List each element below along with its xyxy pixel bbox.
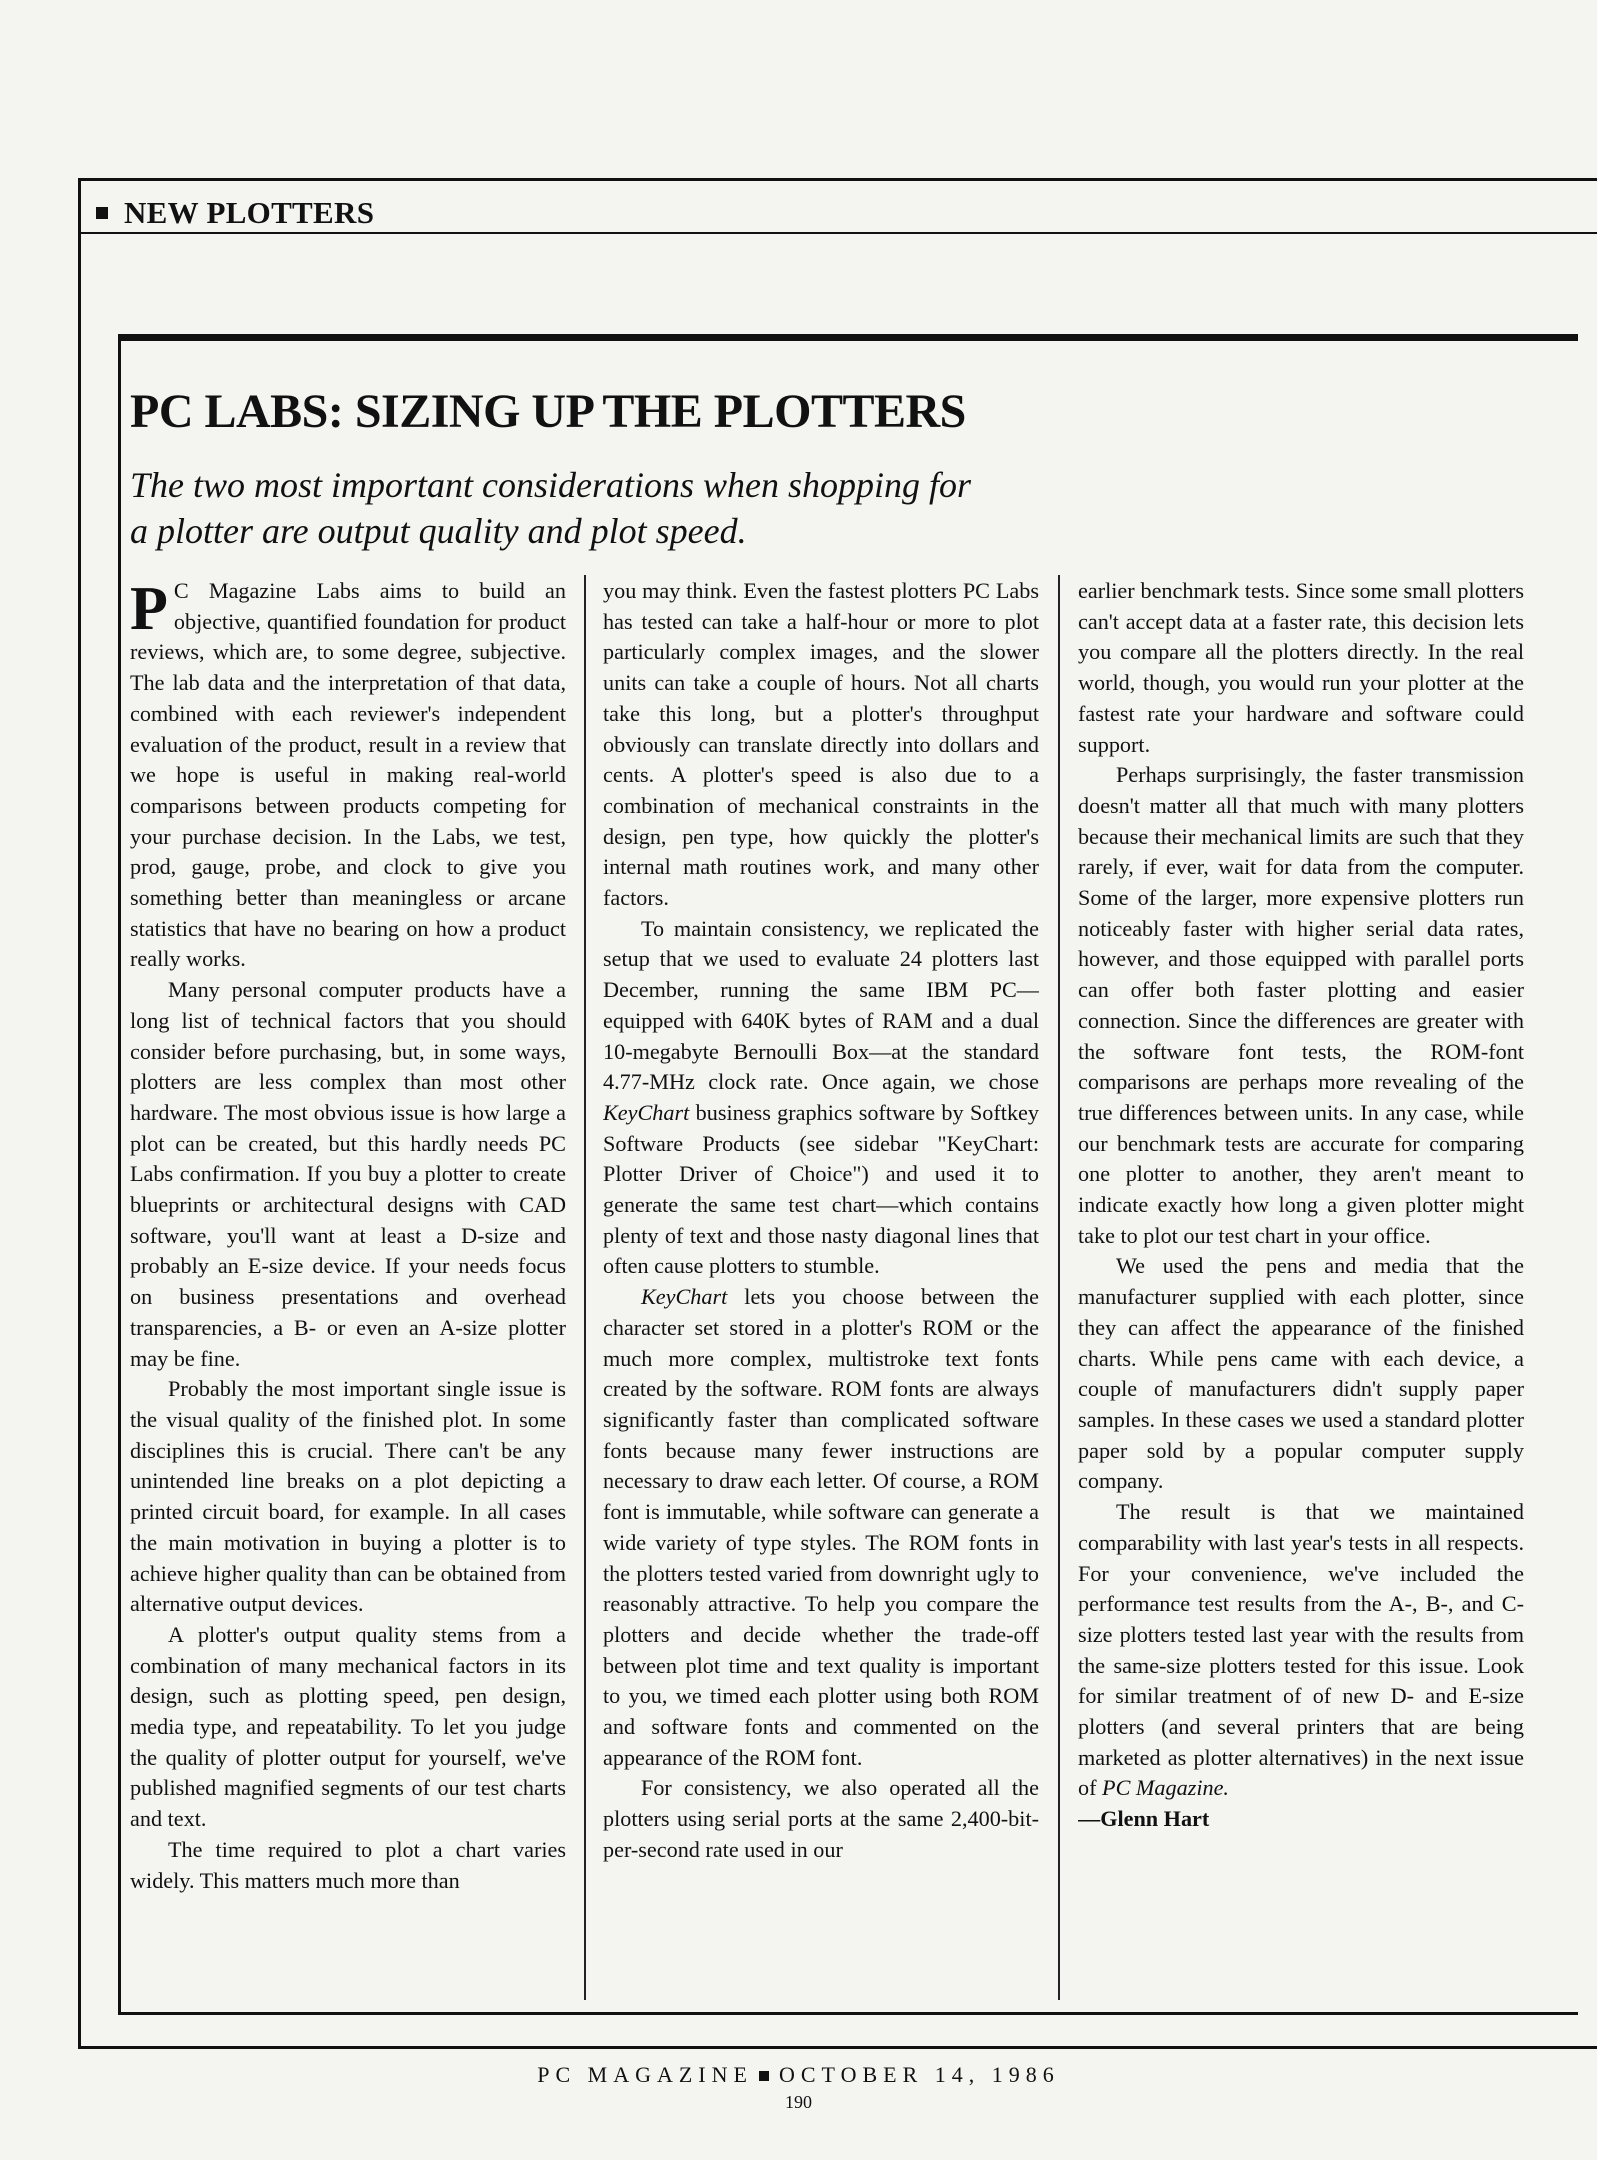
paragraph: P C Magazine Labs aims to build an objective, quantified foundation for product reviews, which are, to some degree, subjective. The lab data and the interpretation of that data, combined with each reviewer's independent evaluation of the product, result in a review that we hope is useful in making real-world comparisons between products competing for your purchase decision. In the Labs, we test, prod, gauge, probe, and clock to give you something better than meaningless or arcane statistics that have no bearing on how a product really works. — [130, 576, 566, 972]
paragraph: KeyChart lets you choose between the character set stored in a plotter's ROM or the much more complex, multistroke text fonts created by the software. ROM fonts are always significantly faster than complicated software fonts because many fewer instructions are necessary to draw each letter. Of course, a ROM font is immutable, while software can generate a wide variety of type styles. The ROM fonts in the plotters tested varied from downright ugly to reasonably attractive. To help you compare the plotters and decide whether the trade-off between plot time and text quality is important to you, we timed each plotter using both ROM and software fonts and commented on the appearance of the ROM font. — [603, 1284, 1039, 1770]
left-frame-rule — [78, 178, 81, 2048]
article-top-rule — [118, 334, 1578, 341]
article-bottom-rule — [118, 2012, 1578, 2015]
section-label: NEW PLOTTERS — [124, 195, 375, 230]
paragraph: To maintain consistency, we replicated the setup that we used to evaluate 24 plotters last December, running the same IBM PC—equipped with 640K bytes of RAM and a dual 10-megabyte Bernoulli Box—at the standard 4.77-MHz clock rate. Once again, we chose KeyChart business graphics software by Softkey Software Products (see sidebar "KeyChart: Plotter Driver of Choice") and used it to generate the same test chart—which contains plenty of text and those nasty diagonal lines that often cause plotters to stumble. — [603, 915, 1039, 1279]
column-rule-1 — [584, 575, 586, 2000]
issue-date: OCTOBER 14, 1986 — [778, 2062, 1060, 2087]
article-left-rule — [118, 334, 121, 2014]
magazine-name: PC MAGAZINE — [537, 2062, 753, 2087]
page-footer — [0, 2062, 1597, 2088]
page-bottom-rule — [78, 2046, 1597, 2049]
footer-bullet-icon — [759, 2071, 769, 2081]
bullet-square-icon — [96, 207, 108, 219]
deck-line-1: The two most important considerations when shopping for — [130, 465, 972, 505]
paragraph: The time required to plot a chart varies widely. This matters much more than — [130, 1836, 566, 1893]
column-1 — [130, 576, 566, 2000]
paragraph: For consistency, we also operated all the plotters using serial ports at the same 2,400-bit-per-second rate used in our — [603, 1775, 1039, 1862]
byline: —Glenn Hart — [1078, 1806, 1210, 1832]
paragraph: We used the pens and media that the manufacturer supplied with each plotter, since they can affect the appearance of the finished charts. While pens came with each device, a couple of manufacturers didn't supply paper samples. In these cases we used a standard plotter paper sold by a popular computer supply company. — [1078, 1253, 1524, 1494]
paragraph: The result is that we maintained comparability with last year's tests in all respects. For your convenience, we've included the performance test results from the A-, B-, and C-size plotters tested last year with the results from the same-size plotters tested for this issue. Look for similar treatment of of new D- and E-size plotters (and several printers that are being marketed as plotter alternatives) in the next issue of PC Magazine. — [1078, 1499, 1524, 1801]
paragraph: Probably the most important single issue is the visual quality of the finished plot. In some disciplines this is crucial. There can't be any unintended line breaks on a plot depicting a printed circuit board, for example. In all cases the main motivation in buying a plotter is to achieve higher quality than can be obtained from alternative output devices. — [130, 1376, 566, 1617]
deck-line-2: a plotter are output quality and plot speed. — [130, 511, 747, 551]
paragraph: A plotter's output quality stems from a combination of many mechanical factors in its design, such as plotting speed, pen design, media type, and repeatability. To let you judge the quality of plotter output for yourself, we've published magnified segments of our test charts and text. — [130, 1621, 566, 1832]
deck — [130, 462, 1090, 554]
section-rule — [78, 232, 1597, 234]
column-3 — [1078, 576, 1524, 2000]
page-number: 190 — [785, 2092, 812, 2112]
column-rule-2 — [1058, 575, 1060, 2000]
column-2 — [603, 576, 1039, 2000]
section-header — [96, 193, 374, 233]
paragraph: earlier benchmark tests. Since some small plotters can't accept data at a faster rate, this decision lets you compare all the plotters directly. In the real world, though, you would run your plotter at the fastest rate your hardware and software could support. — [1078, 578, 1524, 757]
paragraph: you may think. Even the fastest plotters PC Labs has tested can take a half-hour or more to plot particularly complex images, and the slower units can take a couple of hours. Not all charts take this long, but a plotter's throughput obviously can translate directly into dollars and cents. A plotter's speed is also due to a combination of mechanical constraints in the design, pen type, how quickly the plotter's internal math routines work, and many other factors. — [603, 578, 1039, 911]
paragraph: Perhaps surprisingly, the faster transmission doesn't matter all that much with many plotters because their mechanical limits are such that they rarely, if ever, wait for data from the computer. Some of the larger, more expensive plotters run noticeably faster with higher serial data rates, however, and those equipped with parallel ports can offer both faster plotting and easier connection. Since the differences are greater with the software font tests, the ROM-font comparisons are perhaps more revealing of the true differences between units. In any case, while our benchmark tests are accurate for comparing one plotter to another, they aren't meant to indicate exactly how long a given plotter might take to plot our test chart in your office. — [1078, 762, 1524, 1248]
drop-cap: P — [130, 576, 168, 643]
paragraph: Many personal computer products have a long list of technical factors that you should consider before purchasing, but, in some ways, plotters are less complex than most other hardware. The most obvious issue is how large a plot can be created, but this hardly needs PC Labs confirmation. If you buy a plotter to create blueprints or architectural designs with CAD software, you'll want at least a D-size and probably an E-size device. If your needs focus on business presentations and overhead transparencies, a B- or even an A-size plotter may be fine. — [130, 977, 566, 1371]
top-rule — [78, 178, 1597, 181]
headline: PC LABS: SIZING UP THE PLOTTERS — [130, 385, 966, 438]
